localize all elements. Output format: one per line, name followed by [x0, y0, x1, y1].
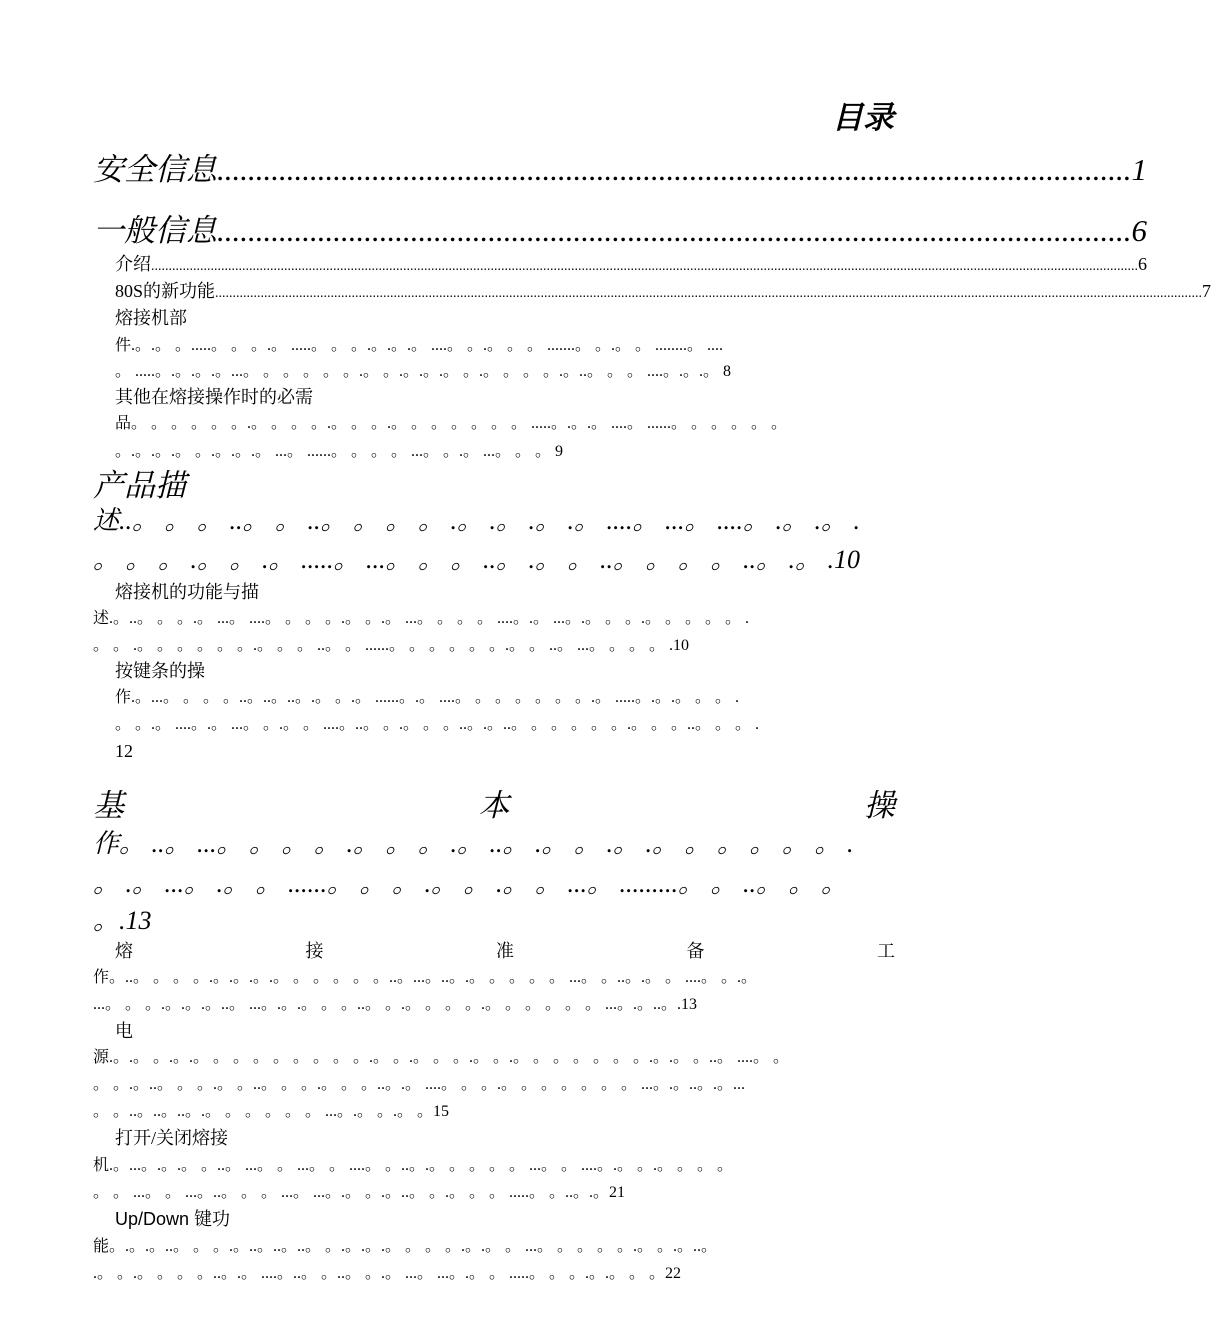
- toc-word: 准: [496, 941, 514, 961]
- toc-line: 。.13: [93, 906, 152, 935]
- toc-entry-new-features[interactable]: [115, 281, 1211, 304]
- leader-dots: ......................................................................................................................: [217, 152, 1132, 187]
- leader-dots: ..........................................................................................................................................................................................................................................................................................: [215, 286, 1203, 301]
- toc-line: ...。 。 。.。.。.。..。 ...。.。.。 。 。..。 。.。 。 。 。.。 。 。 。 。 。 ...。.。..。.13: [93, 996, 698, 1013]
- toc-line: Up/Down 键功: [115, 1209, 231, 1229]
- toc-line: 。 .。 ...。 .。 。 ......。 。 。 .。 。 .。 。 ...。 .........。 。 ..。 。 。: [93, 869, 848, 898]
- toc-entry-page: 1: [1131, 152, 1147, 187]
- toc-line: 述.。..。 。 。.。 ...。 ....。 。 。 。.。 。.。 ...。 。 。 。 ....。.。 ...。.。 。 。.。 。 。 。 。 .: [93, 610, 750, 627]
- leader-dots: ......................................................................................................................: [217, 213, 1132, 248]
- toc-entry-text: 介绍: [115, 254, 151, 274]
- toc-line: 品。 。 。 。 。 。.。 。 。 。.。 。 。.。 。 。 。 。 。 。 .....。.。.。 ....。 ......。 。 。 。 。 。: [115, 415, 788, 432]
- toc-line: 。 。 ...。 。 ...。..。 。 。 ...。 ...。.。 。.。..。 。.。 。 。 .....。 。..。.。21: [93, 1184, 626, 1201]
- toc-line: 述..。 。 。 ..。 。 ..。 。 。 。 .。 .。 .。 .。 ....。 ...。 ....。 .。 .。 .: [93, 506, 861, 535]
- toc-line: 作.。...。 。 。 。..。..。..。.。 。.。 ......。.。 ....。 。 。 。 。 。 。.。 .....。.。.。 。 。 .: [115, 689, 740, 706]
- leader-dots: ..........................................................................................................................................................................................................................................................................................: [151, 259, 1138, 274]
- toc-line: 12: [115, 741, 133, 761]
- toc-title: 目录: [832, 100, 894, 135]
- toc-line-justified: [93, 788, 895, 824]
- toc-line: 。.。.。.。 。.。.。.。 ...。 ......。 。 。 。 ...。 。.。 ...。 。 。 9: [115, 443, 564, 460]
- toc-line: 熔接机的功能与描: [115, 582, 259, 602]
- toc-line: .。 。.。 。 。 。..。.。 ....。..。 。..。 。.。 ...。 ...。.。 。 .....。 。 。.。.。 。 。22: [93, 1265, 682, 1282]
- toc-entry-text: 一般信息: [93, 213, 217, 248]
- toc-line: 作。..。 。 。 。.。.。.。.。 。 。 。 。 。..。...。..。.。 。 。 。 。 ...。 。..。.。 。 ....。 。.。: [93, 969, 758, 986]
- toc-line: 。 。.。 ....。.。 ...。 。.。 。 ....。..。 。.。 。 。..。.。..。 。 。 。 。 。.。 。 。..。 。 。 .: [115, 716, 760, 733]
- toc-word: 操: [864, 788, 895, 823]
- toc-line: 机.。...。.。.。 。..。 ...。 。 ...。 。 ....。 。..。.。 。 。 。 。 ...。 。 ....。.。 。.。 。 。 。: [93, 1157, 734, 1174]
- toc-line: 按键条的操: [115, 661, 205, 681]
- toc-line: 。 。 .。 。 。 。 。 。.。 。 。 ..。 。 ......。 。 。 。 。 。.。 。 ..。 ...。 。 。 。 .10: [93, 637, 690, 654]
- toc-line: 产品描: [93, 468, 186, 503]
- toc-entry-page: 6: [1138, 254, 1147, 274]
- toc-word: 接: [305, 941, 324, 961]
- toc-word: 本: [478, 788, 510, 823]
- toc-entry-page: 7: [1202, 281, 1211, 301]
- toc-line-justified: [115, 940, 895, 962]
- toc-word: 基: [93, 788, 124, 823]
- toc-line: 。 。 。 .。 。 .。 .....。 ...。 。 。 ..。 .。 。 ..。 。 。 。 ..。 .。 .10: [93, 545, 861, 574]
- toc-line: 熔接机部: [115, 308, 187, 328]
- toc-entry-page: 6: [1131, 213, 1147, 248]
- toc-line: 。 .....。.。.。.。...。 。 。 。 。 。.。 。.。.。.。 。.。 。 。 。.。..。 。 。 ....。.。.。 8: [115, 363, 732, 380]
- toc-line: 其他在熔接操作时的必需: [115, 387, 313, 407]
- toc-line: 源.。.。 。.。.。 。 。 。 。 。 。 。 。.。 。.。 。 。.。 。.。 。 。 。 。 。 。.。.。 。..。 ....。 。: [93, 1049, 790, 1066]
- toc-line: 能。.。.。..。 。 。.。..。..。..。 。.。.。.。 。 。 。.。.。 。 ...。 。 。 。 。.。 。.。..。: [93, 1238, 718, 1255]
- toc-entry-intro[interactable]: [115, 254, 1147, 277]
- toc-line: 电: [115, 1021, 133, 1041]
- toc-entry-general[interactable]: [93, 213, 1147, 248]
- toc-word: 熔: [115, 941, 133, 961]
- toc-word: 备: [686, 941, 705, 961]
- toc-line: 件.。.。 。.....。 。 。.。 .....。 。 。.。.。.。 ....。 。.。 。 。 .......。 。.。 。 ........。 ....: [115, 337, 724, 354]
- toc-entry-safety[interactable]: [93, 152, 1147, 187]
- toc-line: 打开/关闭熔接: [115, 1128, 229, 1148]
- toc-entry-text: 安全信息: [93, 152, 217, 187]
- toc-line: 。 。..。..。..。.。 。 。 。 。 。 ...。.。 。.。 。15: [93, 1103, 450, 1120]
- toc-line: 。 。.。..。 。 。.。 。..。 。 。.。 。 。..。.。 ....。 。 。.。 。 。 。 。 。 。 ...。.。..。.。...: [93, 1076, 746, 1093]
- toc-entry-text: 80S的新功能: [115, 281, 216, 301]
- toc-line: 作。 ..。 ...。 。 。 。 .。 。 。 .。 ..。 .。 。 .。 .。 。 。 。 。 。 .: [93, 829, 854, 858]
- toc-word: 工: [877, 941, 895, 961]
